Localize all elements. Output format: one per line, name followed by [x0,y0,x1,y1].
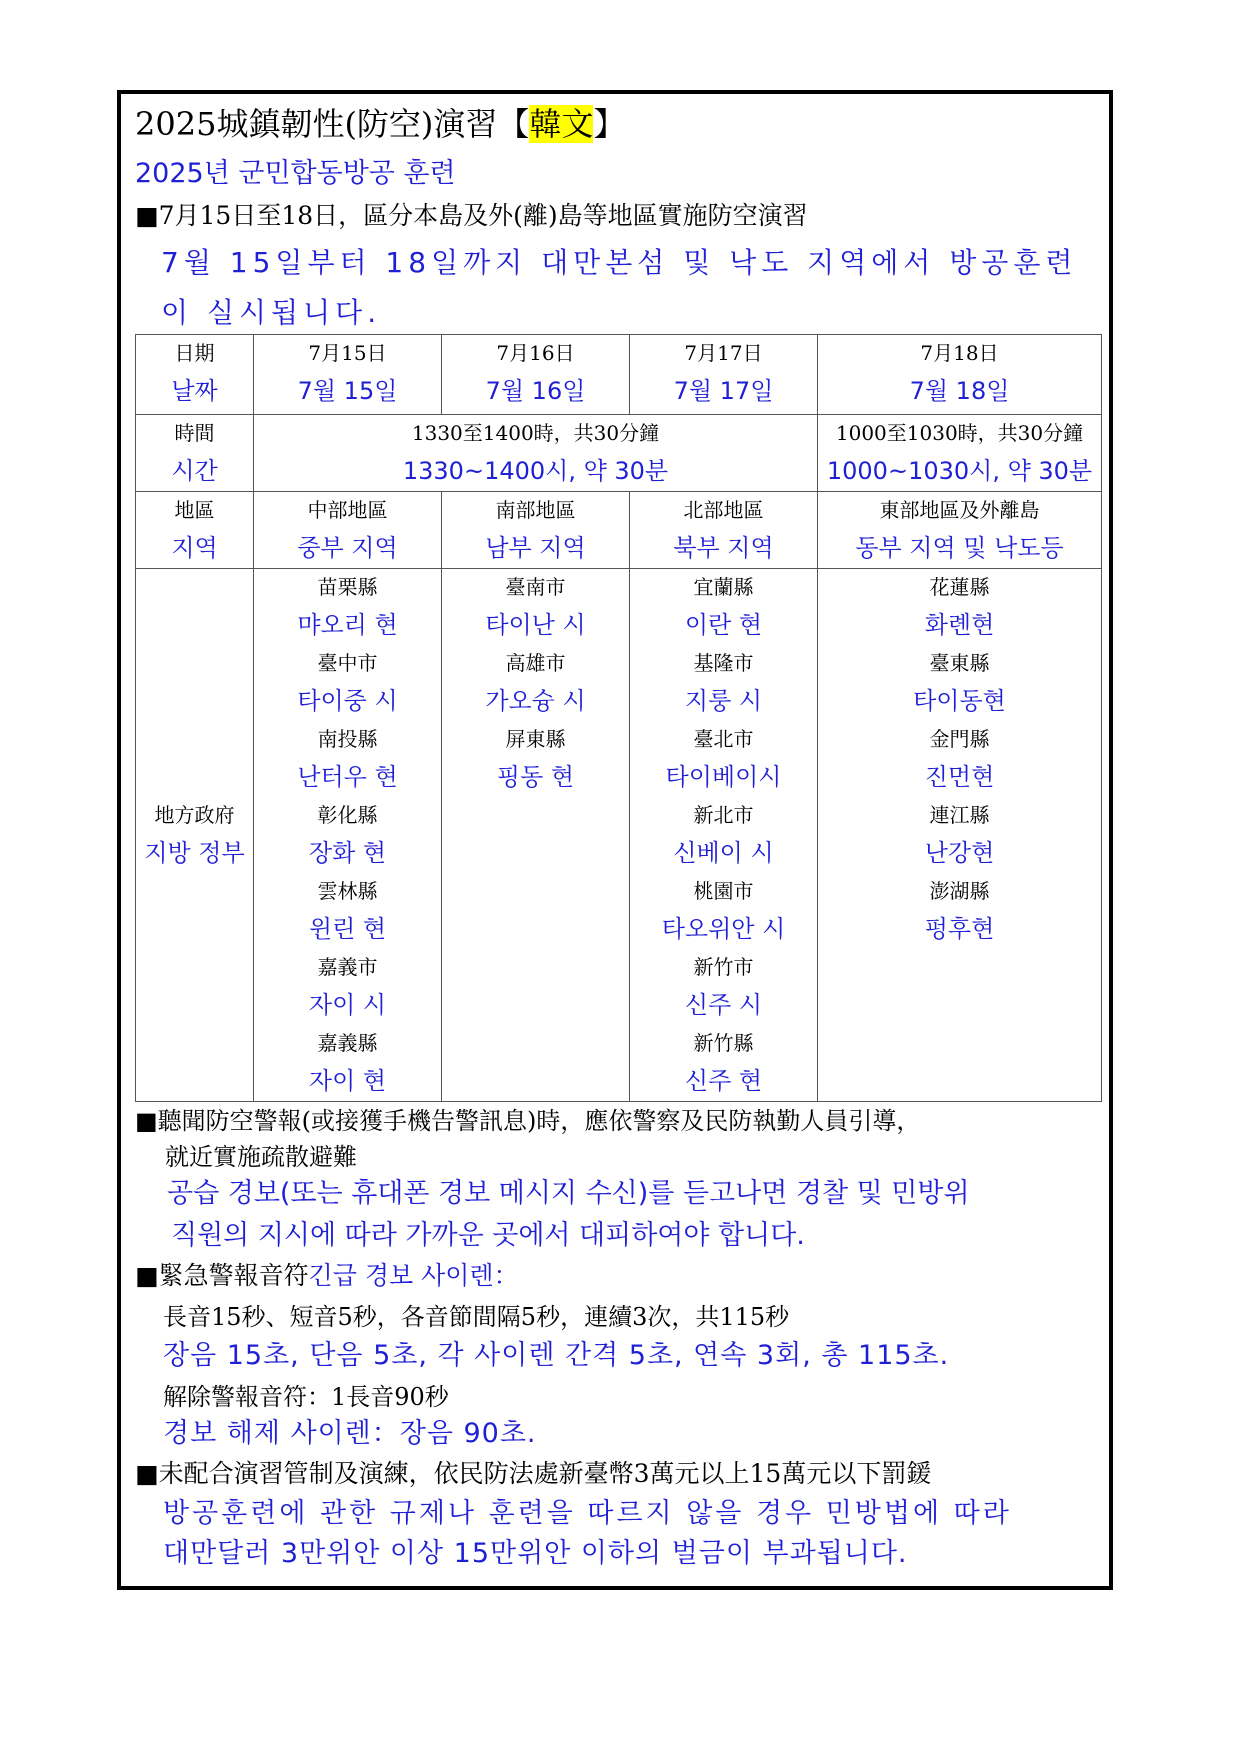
government-name-ko: 펑후현 [924,915,995,943]
siren-heading [135,1256,519,1296]
government-name-ko: 가오슝 시 [485,687,586,715]
region-row [136,492,1102,569]
region-zh: 中部地區 [307,498,388,522]
title-bracket-open: 【 [497,105,530,143]
notice-frame [117,90,1113,1590]
government-name-zh: 宜蘭縣 [693,575,754,599]
government-name-zh: 新竹市 [693,955,754,979]
government-name-zh: 苗栗縣 [317,575,378,599]
government-name-ko: 타이동현 [913,687,1006,715]
government-name-ko: 자이 시 [308,991,387,1019]
region-zh: 北部地區 [683,498,764,522]
government-label-ko: 지방 정부 [144,839,245,867]
date-cell [254,335,442,415]
schedule-table [135,334,1102,1102]
siren-heading-zh: ■緊急警報音符 [135,1261,309,1290]
government-column [254,569,442,1102]
title-language-highlight: 韓文 [529,105,594,143]
time-label-zh: 時間 [174,421,215,445]
government-name-ko: 신주 현 [684,1067,763,1095]
date-zh: 7月15日 [308,341,387,365]
government-column [630,569,818,1102]
government-name-zh: 嘉義縣 [317,1031,378,1055]
government-name-zh: 新北市 [693,803,754,827]
time-cell-main [254,415,818,492]
region-ko: 남부 지역 [485,534,586,562]
government-name-zh: 南投縣 [317,727,378,751]
region-cell [630,492,818,569]
region-zh: 東部地區及外離島 [879,498,1040,522]
penalty-zh: ■未配合演習管制及演練，依民防法處新臺幣3萬元以上15萬元以下罰鍰 [135,1459,932,1488]
government-name-zh: 雲林縣 [317,879,378,903]
date-zh: 7月16日 [496,341,575,365]
region-ko: 동부 지역 및 낙도등 [855,534,1064,562]
government-name-ko: 타이중 시 [297,687,398,715]
time-main-ko: 1330~1400시, 약 30분 [402,457,669,485]
government-name-ko: 진먼현 [924,763,995,791]
evacuation-ko-line1: 공습 경보(또는 휴대폰 경보 메시지 수신)를 듣고나면 경찰 및 민방위 [167,1178,970,1209]
government-name-zh: 臺東縣 [929,651,990,675]
government-name-ko: 지룽 시 [684,687,763,715]
government-name-zh: 嘉義市 [317,955,378,979]
siren-heading-ko: 긴급 경보 사이렌： [308,1261,519,1290]
government-name-zh: 臺南市 [505,575,566,599]
penalty-ko-line2: 대만달러 3만위안 이상 15만위안 이하의 벌금이 부과됩니다. [163,1538,908,1569]
government-name-ko: 핑동 현 [496,763,575,791]
government-name-ko: 난터우 현 [297,763,398,791]
region-label-cell [136,492,254,569]
government-column [818,569,1102,1102]
government-name-ko: 자이 현 [308,1067,387,1095]
date-ko: 7월 16일 [485,377,586,405]
government-name-zh: 高雄市 [505,651,566,675]
government-name-zh: 金門縣 [929,727,990,751]
region-cell [818,492,1102,569]
time-last-zh: 1000至1030時，共30分鐘 [835,421,1084,445]
government-name-ko: 장화 현 [308,839,387,867]
government-name-ko: 윈린 현 [308,915,387,943]
intro-zh: ■7月15日至18日，區分本島及外(離)島等地區實施防空演習 [135,201,808,230]
region-label-zh: 地區 [174,498,215,522]
siren-clear-zh: 解除警報音符：1長音90秒 [163,1383,449,1411]
government-name-zh: 基隆市 [693,651,754,675]
government-name-ko: 타오위안 시 [661,915,786,943]
government-name-zh: 花蓮縣 [929,575,990,599]
date-cell [630,335,818,415]
date-label-zh: 日期 [174,341,215,365]
time-cell-last [818,415,1102,492]
government-name-zh: 桃園市 [693,879,754,903]
title-zh: 2025城鎮韌性(防空)演習 [135,105,498,143]
region-label-ko: 지역 [171,534,218,562]
government-name-zh: 新竹縣 [693,1031,754,1055]
title-bracket-close: 】 [593,105,626,143]
date-ko: 7월 15일 [297,377,398,405]
government-name-ko: 타이베이시 [665,763,782,791]
time-last-ko: 1000~1030시, 약 30분 [826,457,1093,485]
region-zh: 南部地區 [495,498,576,522]
date-label-cell [136,335,254,415]
date-zh: 7月18日 [920,341,999,365]
date-cell [442,335,630,415]
time-main-zh: 1330至1400時，共30分鐘 [411,421,660,445]
date-zh: 7月17日 [684,341,763,365]
region-ko: 북부 지역 [673,534,774,562]
time-label-ko: 시간 [171,457,218,485]
government-name-zh: 臺北市 [693,727,754,751]
government-label-cell [136,569,254,1102]
government-label-zh: 地方政府 [154,803,235,827]
government-name-ko: 이란 현 [684,611,763,639]
time-label-cell [136,415,254,492]
region-cell [442,492,630,569]
government-name-ko: 먀오리 현 [297,611,398,639]
time-row [136,415,1102,492]
government-name-zh: 臺中市 [317,651,378,675]
page-title [135,100,625,148]
evacuation-ko-line2: 직원의 지시에 따라 가까운 곳에서 대피하여야 합니다. [171,1220,805,1251]
government-name-ko: 신베이 시 [673,839,774,867]
government-row [136,569,1102,1102]
evacuation-zh-line1: ■聽聞防空警報(或接獲手機告警訊息)時，應依警察及民防執勤人員引導， [135,1107,921,1135]
government-name-ko: 화롄현 [924,611,995,639]
date-label-ko: 날짜 [171,377,218,405]
government-name-ko: 타이난 시 [485,611,586,639]
date-cell [818,335,1102,415]
government-column [442,569,630,1102]
siren-clear-ko: 경보 해제 사이렌：장음 90초. [163,1418,537,1449]
government-name-zh: 彰化縣 [317,803,378,827]
region-ko: 중부 지역 [297,534,398,562]
intro-ko: 7월 15일부터 18일까지 대만본섬 및 낙도 지역에서 방공훈련이 실시됩니다. [161,246,1078,329]
government-name-zh: 澎湖縣 [929,879,990,903]
government-name-ko: 난강현 [924,839,995,867]
siren-alarm-zh: 長音15秒、短音5秒，各音節間隔5秒，連續3次，共115秒 [163,1303,790,1331]
region-cell [254,492,442,569]
penalty-ko-line1: 방공훈련에 관한 규제나 훈련을 따르지 않을 경우 민방법에 따라 [163,1498,1012,1529]
date-ko: 7월 17일 [673,377,774,405]
evacuation-zh-line2: 就近實施疏散避難 [165,1143,357,1171]
government-name-ko: 신주 시 [684,991,763,1019]
date-ko: 7월 18일 [909,377,1010,405]
siren-alarm-ko: 장음 15초, 단음 5초, 각 사이렌 간격 5초, 연속 3회, 총 115초. [163,1340,950,1371]
government-name-zh: 屏東縣 [505,727,566,751]
government-name-zh: 連江縣 [929,803,990,827]
date-row [136,335,1102,415]
title-ko: 2025년 군민합동방공 훈련 [135,158,456,189]
